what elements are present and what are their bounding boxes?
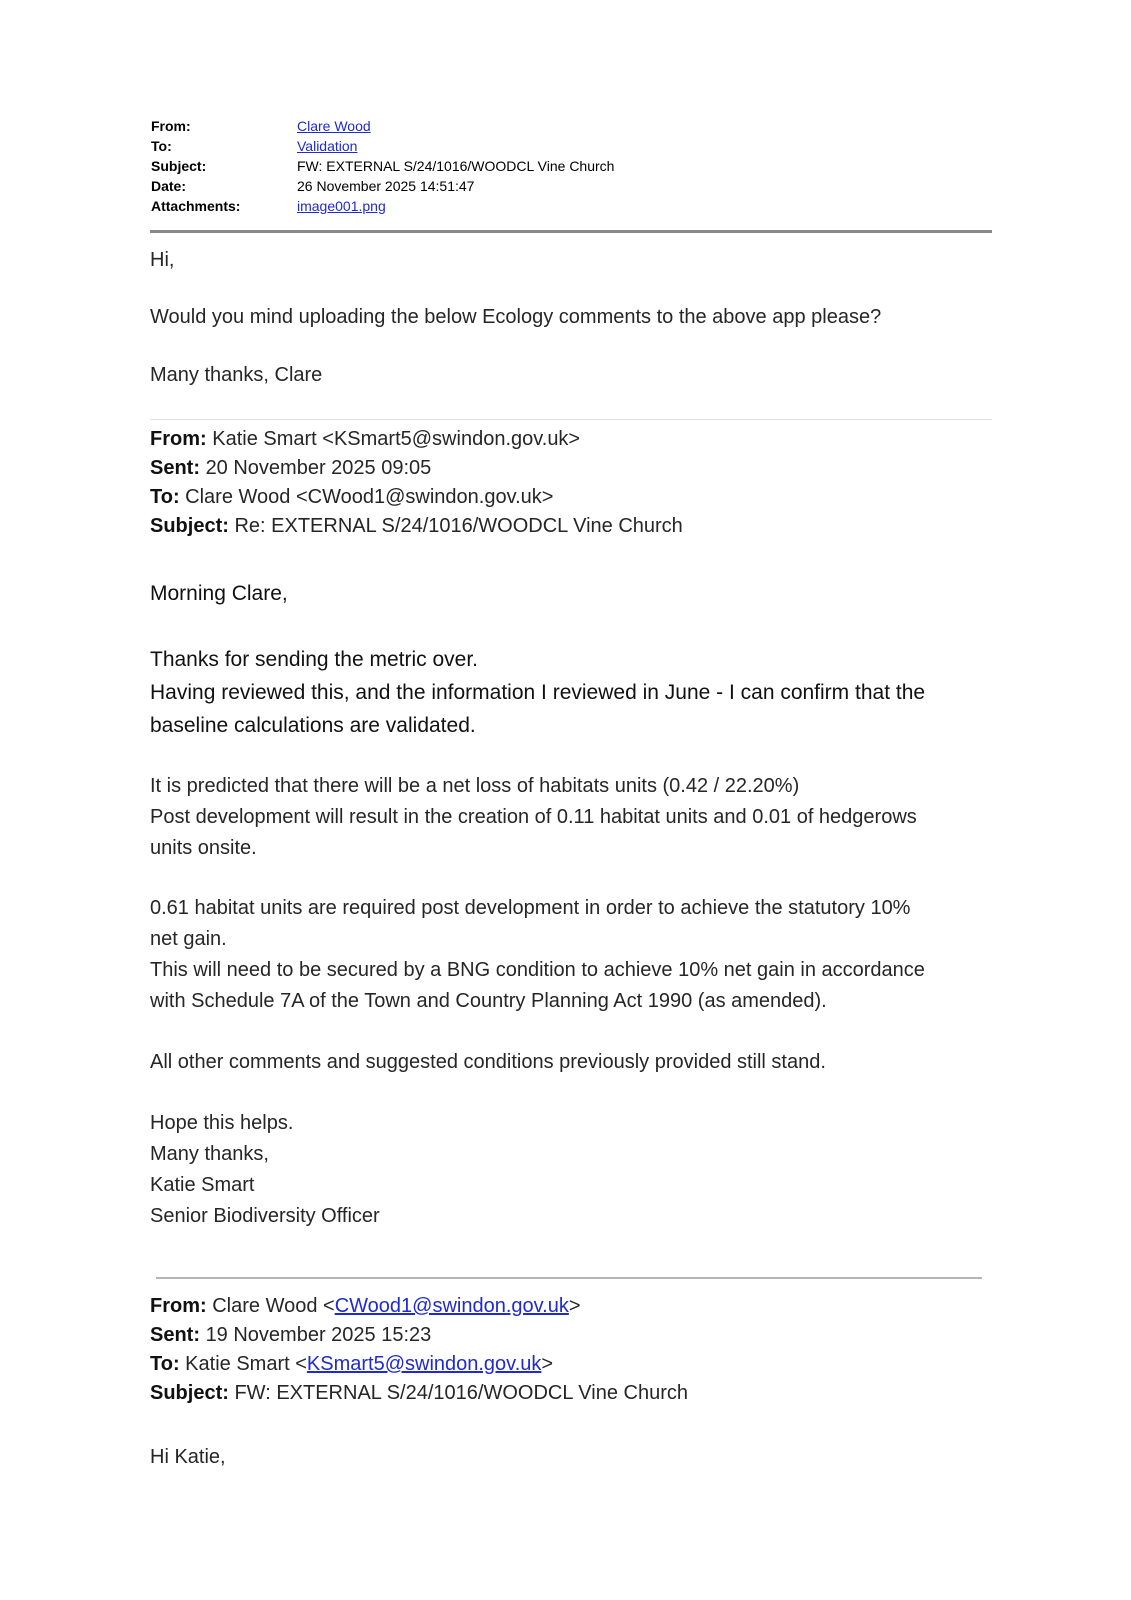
header-subject-label: Subject: — [151, 158, 207, 174]
reply2-to-end: > — [541, 1353, 554, 1375]
reply2-to-line — [150, 1350, 553, 1379]
reply2-from-email-link[interactable]: CWood1@swindon.gov.uk — [334, 1295, 569, 1317]
reply1-required-line1: 0.61 habitat units are required post development in order to achieve the statutory 10% — [150, 897, 911, 919]
reply1-to-value: Clare Wood <CWood1@swindon.gov.uk> — [185, 486, 554, 508]
reply1-thanks-close: Many thanks, — [150, 1143, 269, 1165]
reply1-from-label: From: — [150, 428, 207, 450]
reply1-to-label: To: — [150, 486, 180, 508]
header-to-label: To: — [151, 138, 172, 154]
reply1-sent-label: Sent: — [150, 457, 200, 479]
header-divider — [150, 230, 992, 233]
header-to-row — [151, 136, 991, 156]
email-header — [151, 116, 991, 216]
reply2-subject-value: FW: EXTERNAL S/24/1016/WOODCL Vine Church — [234, 1382, 688, 1404]
reply1-from-line — [150, 425, 580, 454]
header-to-link[interactable]: Validation — [297, 138, 358, 154]
header-from-link[interactable]: Clare Wood — [297, 118, 371, 134]
reply1-reviewed-line1: Having reviewed this, and the information I reviewed in June - I can confirm that the — [150, 681, 926, 704]
reply1-other-comments: All other comments and suggested conditions previously provided still stand. — [150, 1051, 826, 1073]
reply1-subject-value: Re: EXTERNAL S/24/1016/WOODCL Vine Church — [234, 515, 683, 537]
reply2-sent-label: Sent: — [150, 1324, 200, 1346]
reply1-sent-line — [150, 454, 431, 483]
header-from-label: From: — [151, 118, 191, 134]
reply2-to-email-link[interactable]: KSmart5@swindon.gov.uk — [306, 1353, 542, 1375]
reply1-thanks: Thanks for sending the metric over. — [150, 648, 478, 671]
reply1-post-dev-line1: Post development will result in the creation of 0.11 habitat units and 0.01 of hedgerows — [150, 806, 917, 828]
reply1-from-value: Katie Smart <KSmart5@swindon.gov.uk> — [212, 428, 581, 450]
intro-greeting: Hi, — [150, 249, 175, 271]
header-subject-value: FW: EXTERNAL S/24/1016/WOODCL Vine Church — [297, 158, 615, 174]
header-attachments-label: Attachments: — [151, 198, 241, 214]
reply1-sent-value: 20 November 2025 09:05 — [205, 457, 432, 479]
reply2-sent-value: 19 November 2025 15:23 — [205, 1324, 432, 1346]
reply2-subject-line — [150, 1379, 688, 1408]
reply1-hope: Hope this helps. — [150, 1112, 294, 1134]
reply1-reviewed-line2: baseline calculations are validated. — [150, 714, 476, 737]
signature-name: Katie Smart — [150, 1174, 255, 1196]
reply2-from-name: Clare Wood < — [212, 1295, 335, 1317]
reply1-post-dev-line2: units onsite. — [150, 837, 257, 859]
attachment-link[interactable]: image001.png — [297, 198, 386, 214]
header-date-value: 26 November 2025 14:51:47 — [297, 178, 475, 194]
reply1-greeting: Morning Clare, — [150, 582, 288, 605]
reply1-to-line — [150, 483, 553, 512]
reply2-from-label: From: — [150, 1295, 207, 1317]
reply1-subject-label: Subject: — [150, 515, 229, 537]
header-from-row — [151, 116, 991, 136]
second-quoted-divider — [156, 1277, 982, 1279]
signature-role: Senior Biodiversity Officer — [150, 1205, 380, 1227]
reply2-to-name: Katie Smart < — [185, 1353, 307, 1375]
reply1-secured-line2: with Schedule 7A of the Town and Country Planning Act 1990 (as amended). — [150, 990, 827, 1012]
reply2-from-end: > — [568, 1295, 581, 1317]
reply2-sent-line — [150, 1321, 431, 1350]
reply2-from-line — [150, 1292, 581, 1321]
reply2-greeting: Hi Katie, — [150, 1446, 226, 1468]
header-date-row — [151, 176, 991, 196]
header-subject-row — [151, 156, 991, 176]
reply2-to-label: To: — [150, 1353, 180, 1375]
intro-request: Would you mind uploading the below Ecology comments to the above app please? — [150, 306, 882, 328]
reply1-secured-line1: This will need to be secured by a BNG condition to achieve 10% net gain in accordance — [150, 959, 925, 981]
header-attachments-row — [151, 196, 991, 216]
quoted-divider — [150, 419, 992, 420]
header-date-label: Date: — [151, 178, 187, 194]
reply2-subject-label: Subject: — [150, 1382, 229, 1404]
reply1-predicted: It is predicted that there will be a net loss of habitats units (0.42 / 22.20%) — [150, 775, 800, 797]
reply1-required-line2: net gain. — [150, 928, 227, 950]
intro-signoff: Many thanks, Clare — [150, 364, 323, 386]
reply1-subject-line — [150, 512, 683, 541]
